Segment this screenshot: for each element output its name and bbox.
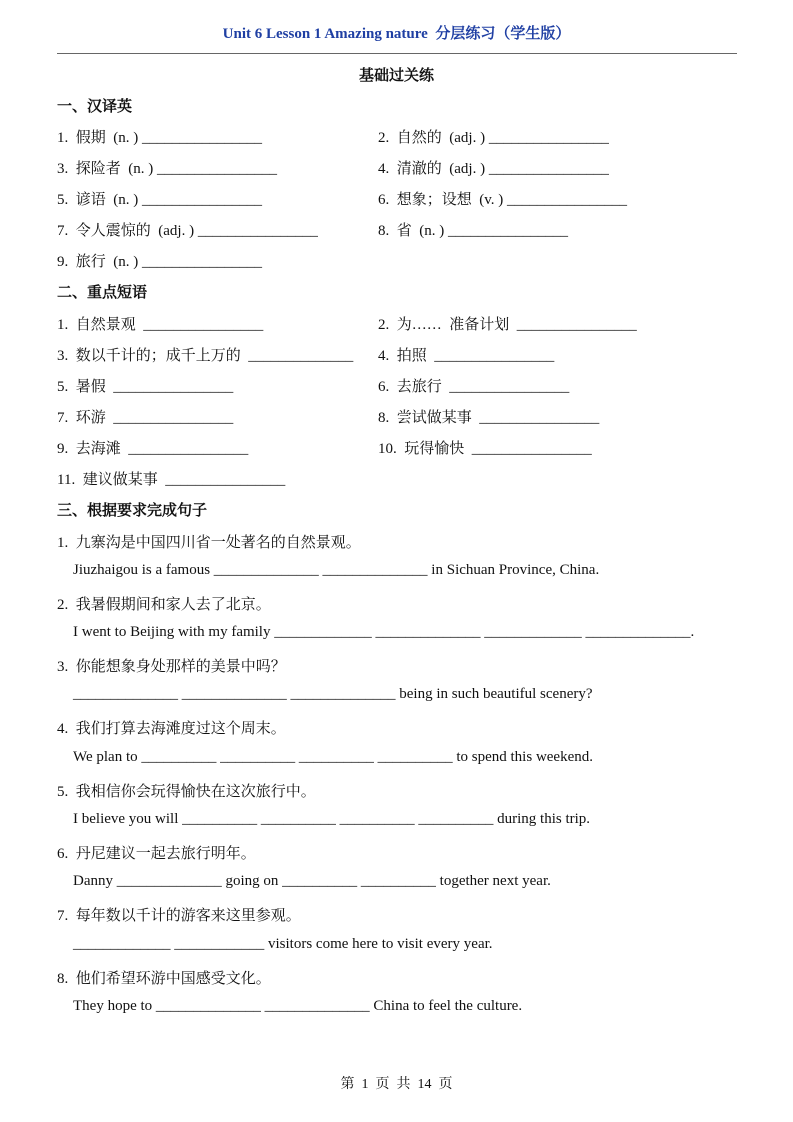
list-item: 3. 数以千计的；成千上万的 ______________ <box>57 348 354 364</box>
section-title: 基础过关练 <box>358 68 434 84</box>
question-chinese: 2. 我暑假期间和家人去了北京。 <box>57 597 271 613</box>
header-rule <box>57 53 737 54</box>
question-english: _____________ ____________ visitors come here to visit every year. <box>73 936 493 952</box>
question-chinese: 1. 九寨沟是中国四川省一处著名的自然景观。 <box>57 535 361 551</box>
list-item: 1. 假期 (n. ) ________________ <box>57 130 262 146</box>
list-item: 8. 省 (n. ) ________________ <box>378 223 568 239</box>
question-english: ______________ ______________ ______________ being in such beautiful scenery? <box>73 686 593 702</box>
list-item: 2. 自然的 (adj. ) ________________ <box>378 130 609 146</box>
list-item: 4. 拍照 ________________ <box>378 348 555 364</box>
page-footer: 第 1 页 共 14 页 <box>340 1077 453 1092</box>
list-item: 4. 清澈的 (adj. ) ________________ <box>378 161 609 177</box>
list-item: 2. 为…… 准备计划 ________________ <box>378 317 637 333</box>
question-chinese: 6. 丹尼建议一起去旅行明年。 <box>57 846 256 862</box>
list-item: 5. 谚语 (n. ) ________________ <box>57 192 262 208</box>
list-item: 3. 探险者 (n. ) ________________ <box>57 161 277 177</box>
list-item: 5. 暑假 ________________ <box>57 379 234 395</box>
question-english: Jiuzhaigou is a famous ______________ ______________ in Sichuan Province, China. <box>73 562 600 578</box>
question-english: We plan to __________ __________ __________ __________ to spend this weekend. <box>73 749 593 765</box>
list-item: 1. 自然景观 ________________ <box>57 317 264 333</box>
question-chinese: 5. 我相信你会玩得愉快在这次旅行中。 <box>57 784 316 800</box>
list-item: 6. 去旅行 ________________ <box>378 379 570 395</box>
question-english: They hope to ______________ ______________ China to feel the culture. <box>73 998 523 1014</box>
question-chinese: 7. 每年数以千计的游客来这里参观。 <box>57 908 301 924</box>
question-chinese: 4. 我们打算去海滩度过这个周末。 <box>57 721 286 737</box>
list-item: 11. 建议做某事 ________________ <box>57 472 286 488</box>
list-item: 9. 旅行 (n. ) ________________ <box>57 254 262 270</box>
document-header: Unit 6 Lesson 1 Amazing nature 分层练习（学生版） <box>222 26 571 42</box>
list-item: 9. 去海滩 ________________ <box>57 441 249 457</box>
list-item: 8. 尝试做某事 ________________ <box>378 410 600 426</box>
question-chinese: 8. 他们希望环游中国感受文化。 <box>57 971 271 987</box>
list-item: 6. 想象；设想 (v. ) ________________ <box>378 192 628 208</box>
list-item: 10. 玩得愉快 ________________ <box>378 441 592 457</box>
question-english: I went to Beijing with my family _____________ ______________ _____________ ______________. <box>73 624 695 640</box>
part3-heading: 三、根据要求完成句子 <box>57 503 208 519</box>
question-english: Danny ______________ going on __________ __________ together next year. <box>73 873 551 889</box>
part2-heading: 二、重点短语 <box>57 285 148 301</box>
part1-heading: 一、汉译英 <box>57 99 133 115</box>
list-item: 7. 环游 ________________ <box>57 410 234 426</box>
question-chinese: 3. 你能想象身处那样的美景中吗？ <box>57 659 286 675</box>
list-item: 7. 令人震惊的 (adj. ) ________________ <box>57 223 318 239</box>
question-english: I believe you will __________ __________ __________ __________ during this trip. <box>73 811 591 827</box>
